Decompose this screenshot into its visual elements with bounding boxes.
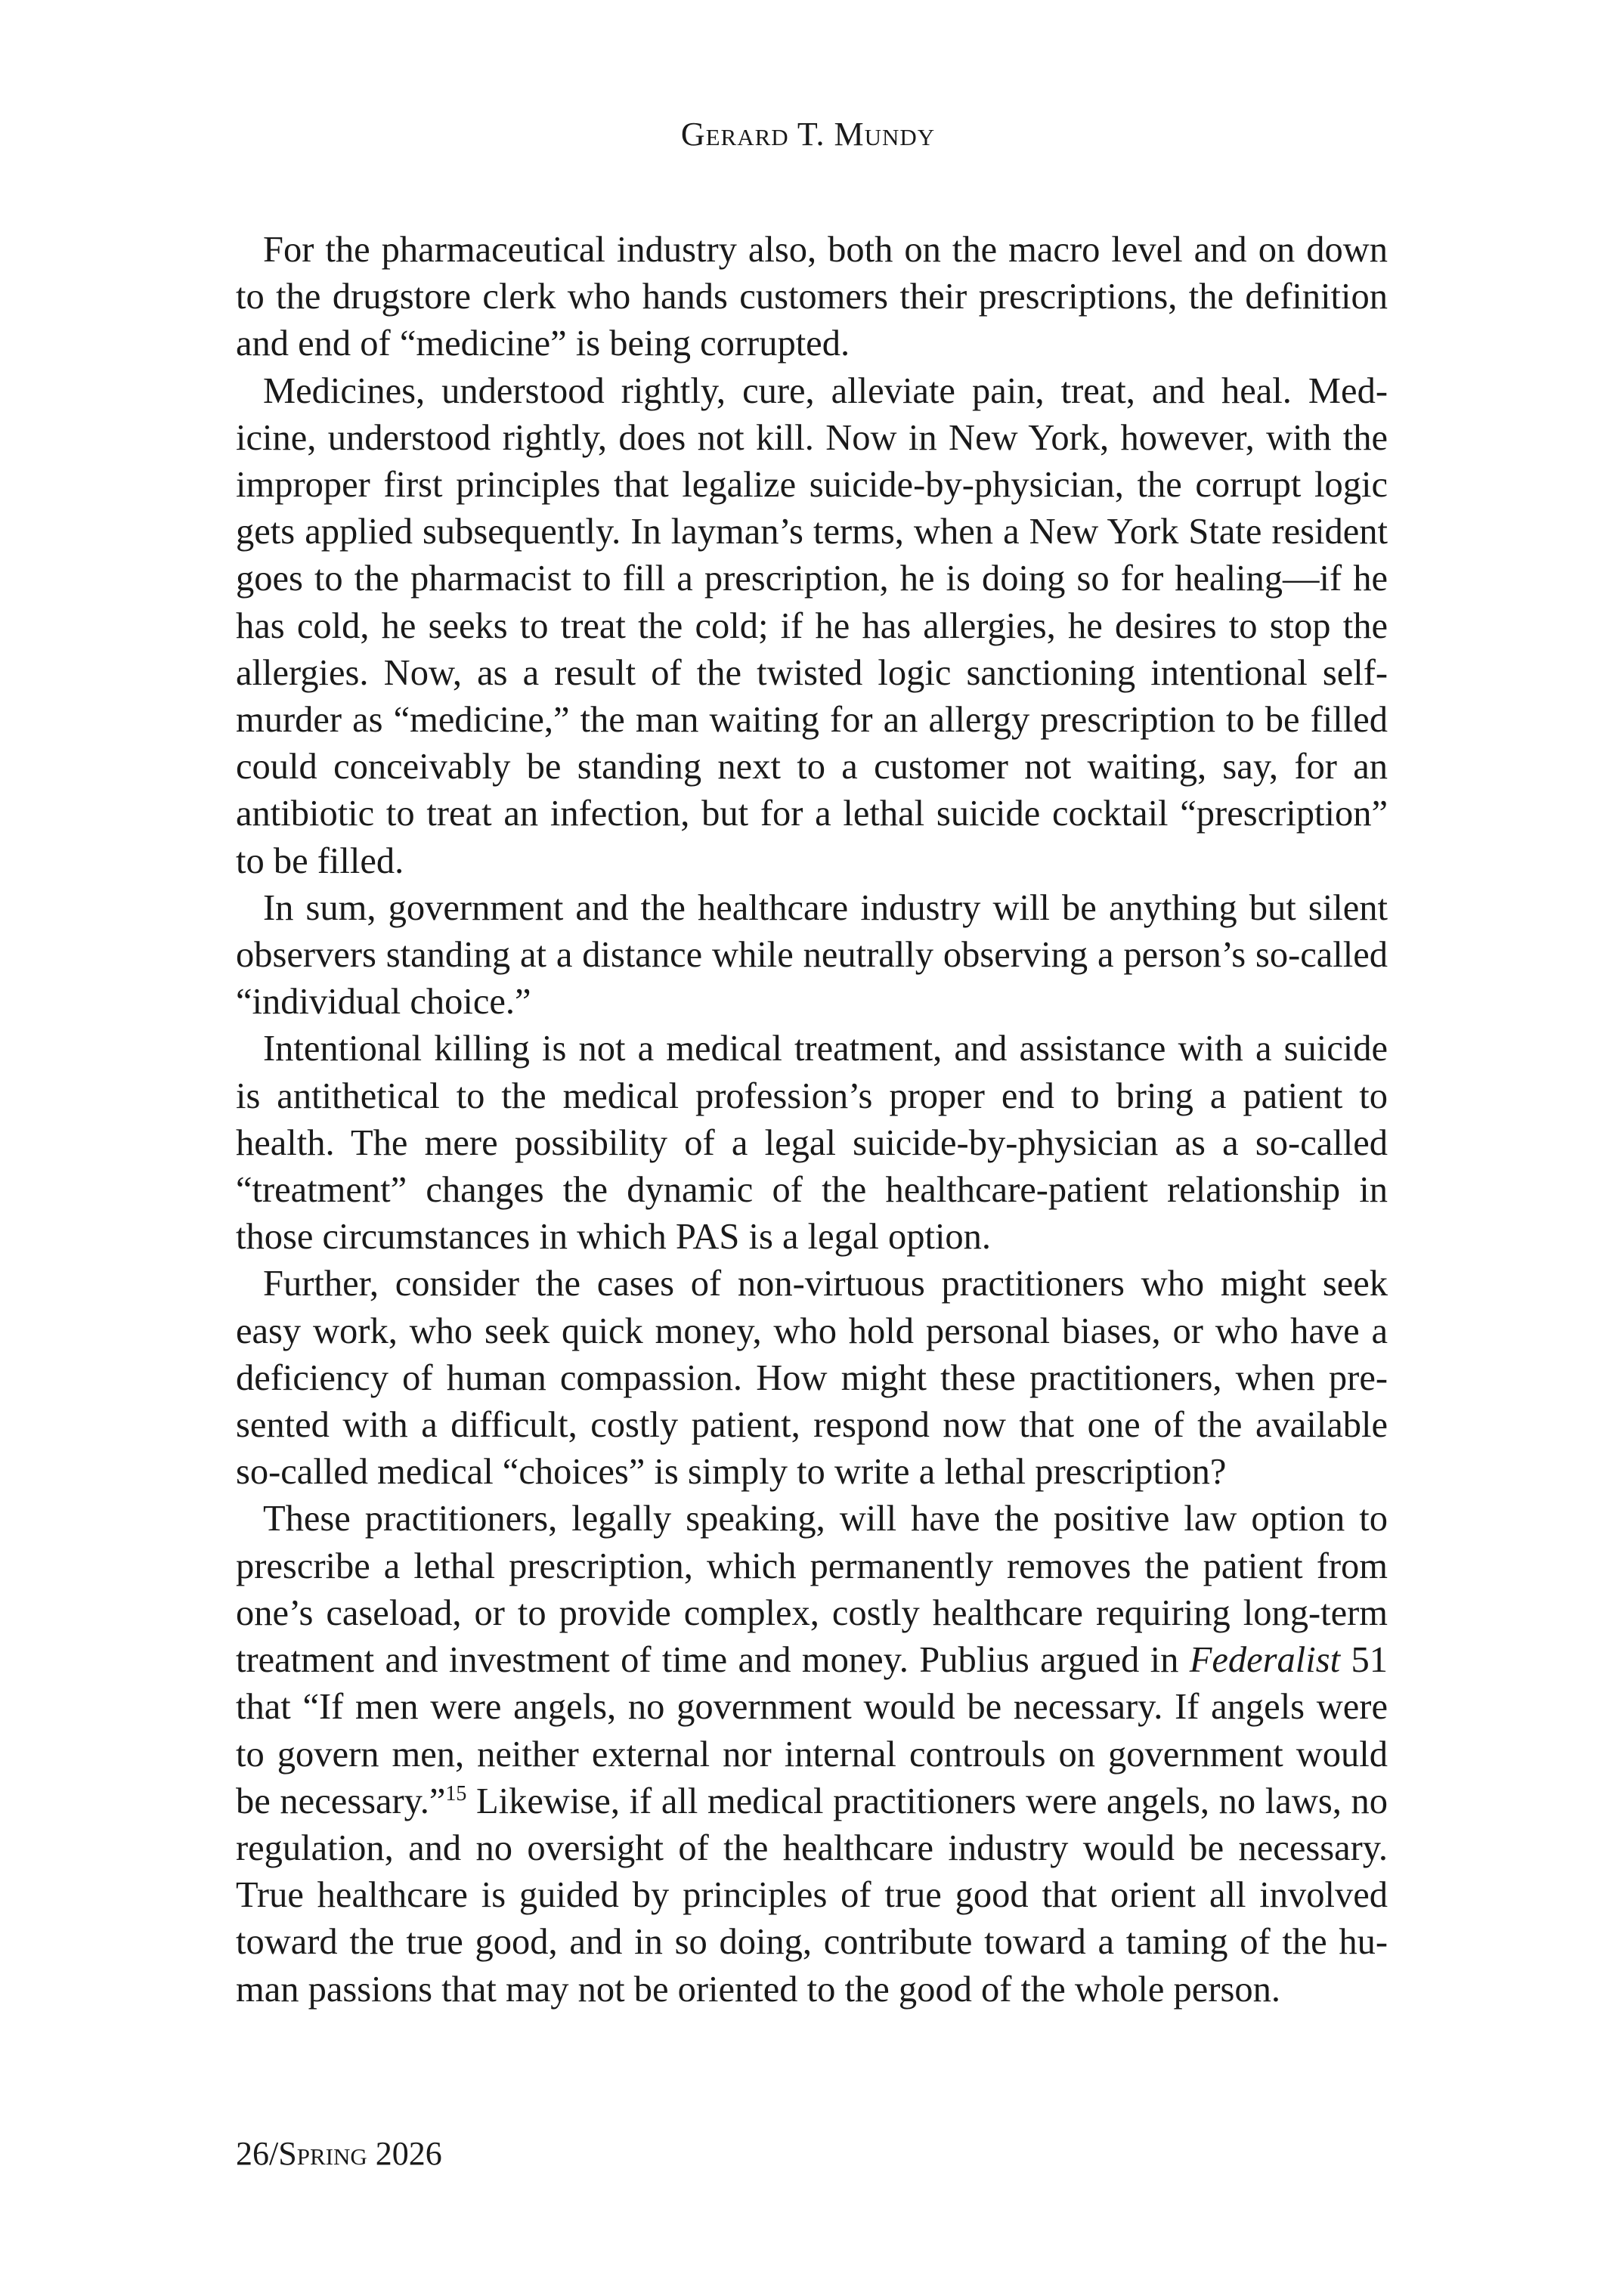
- paragraph-3: In sum, government and the healthcare industry will be anything but silent observers standing at a distance while neutrally observing a person’s so-called “individual choice.”: [236, 887, 1388, 1023]
- paragraph-6-text-a: These practitioners, legally speaking, will have the positive law option to prescribe a lethal prescription, which permanently removes the patient from one’s caseload, or to provide complex, costly healthcare requiring long-term treatment and investment of time and money. Publius argued in: [236, 1499, 1388, 1681]
- paragraph-6-text-b: 51 that “If men were angels, no government would be necessary. If angels were to govern men, neither external nor internal controuls on government would be necessary.”: [236, 1640, 1388, 1821]
- federalist-title: Federalist: [1189, 1640, 1341, 1681]
- folio-page-number: 26/: [236, 2135, 279, 2172]
- running-head: Gerard T. Mundy: [680, 116, 936, 153]
- paragraph-6-text-c: Likewise, if all medical practitioners were angels, no laws, no regulation, and no oversight of the healthcare industry would be necessary. True healthcare is guided by principles of true good that orient all involved toward the true good, and in so doing, contribute toward a taming of the human passions that may not be oriented to the good of the whole person.: [236, 1781, 1388, 2010]
- paragraph-4: Intentional killing is not a medical treatment, and assistance with a suicide is antithetical to the medical profession’s proper end to bring a patient to health. The mere possibility of a legal suicide-by-physician as a so-called “treatment” changes the dynamic of the healthcare-patient relationship in those circumstances in which PAS is a legal option.: [236, 1029, 1388, 1258]
- page-folio: [236, 2133, 442, 2175]
- folio-year: 2026: [367, 2135, 442, 2172]
- article-body: [236, 227, 1388, 2013]
- paragraph-2: Medicines, understood rightly, cure, alleviate pain, treat, and heal. Medicine, understood rightly, does not kill. Now in New York, however, with the improper first principles that legalize suicide-by-physician, the corrupt logic gets applied subsequently. In layman’s terms, when a New York State resident goes to the pharmacist to fill a prescription, he is doing so for healing—if he has cold, he seeks to treat the cold; if he has allergies, he desires to stop the allergies. Now, as a result of the twisted logic sanctioning intentional self-murder as “medicine,” the man waiting for an allergy prescription to be filled could conceivably be standing next to a customer not waiting, say, for an antibiotic to treat an infection, but for a lethal suicide cocktail “prescription” to be filled.: [236, 370, 1388, 881]
- footnote-marker: 15: [445, 1781, 467, 1806]
- paragraph-1: For the pharmaceutical industry also, both on the macro level and on down to the drugstore clerk who hands customers their prescriptions, the definition and end of “medicine” is being corrupted.: [236, 230, 1388, 364]
- paragraph-5: Further, consider the cases of non-virtuous practitioners who might seek easy work, who seek quick money, who hold personal biases, or who have a deficiency of human compassion. How might these practitioners, when presented with a difficult, costly patient, respond now that one of the available so-called medical “choices” is simply to write a lethal prescription?: [236, 1264, 1388, 1493]
- folio-season: Spring: [278, 2135, 367, 2172]
- paragraph-6: [236, 1496, 1388, 2013]
